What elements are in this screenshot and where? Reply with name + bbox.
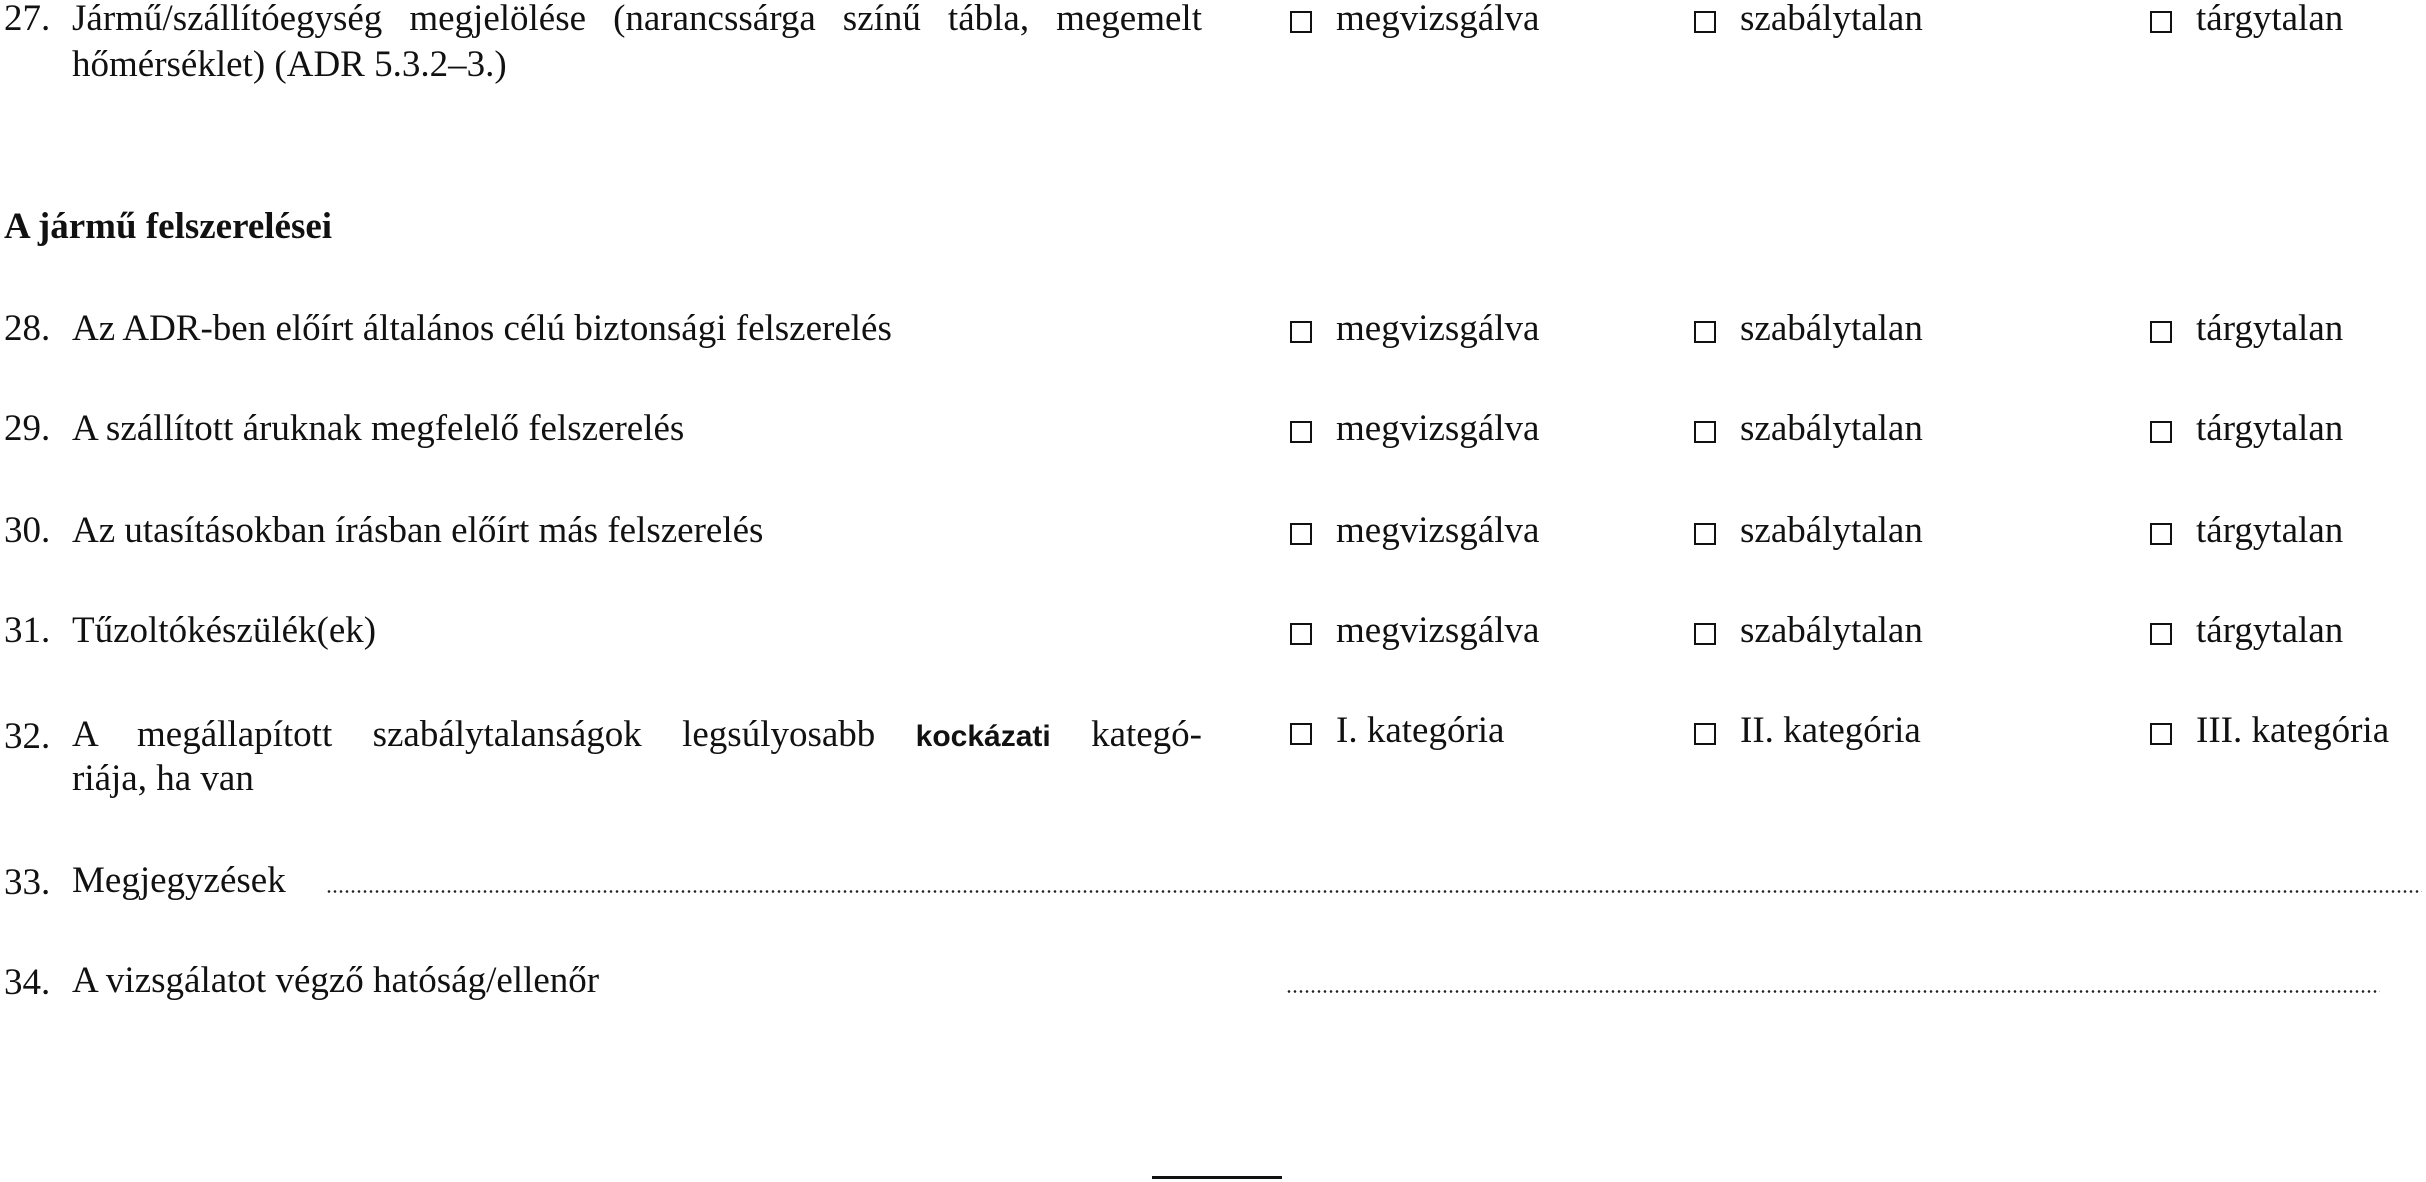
option-label: szabálytalan: [1740, 610, 1923, 651]
checkbox-option-checked[interactable]: [1290, 608, 1539, 653]
checkbox-icon[interactable]: [2150, 623, 2172, 645]
section-heading: A jármű felszerelései: [4, 206, 333, 247]
item-number: 34.: [4, 962, 51, 1003]
checkbox-option-na[interactable]: [2150, 508, 2343, 553]
item-number: 32.: [4, 716, 51, 757]
item-number: 30.: [4, 510, 51, 551]
checkbox-icon[interactable]: [1290, 623, 1312, 645]
checkbox-icon[interactable]: [1290, 723, 1312, 745]
item-text-line2: hőmérséklet) (ADR 5.3.2–3.): [72, 44, 507, 85]
option-label: tárgytalan: [2196, 610, 2344, 651]
checkbox-icon[interactable]: [1694, 623, 1716, 645]
checkbox-icon[interactable]: [1694, 523, 1716, 545]
checkbox-option-checked[interactable]: [1290, 406, 1539, 451]
checkbox-icon[interactable]: [1694, 723, 1716, 745]
item-text-line1: [72, 712, 1202, 759]
checkbox-option-na[interactable]: [2150, 406, 2343, 451]
item-text-part2: kategó-: [1091, 714, 1203, 755]
checkbox-icon[interactable]: [1290, 321, 1312, 343]
option-label: szabálytalan: [1740, 408, 1923, 449]
option-label: szabálytalan: [1740, 510, 1923, 551]
checkbox-icon[interactable]: [1290, 421, 1312, 443]
item-text: A vizsgálatot végző hatóság/ellenőr: [72, 960, 600, 1001]
option-label: tárgytalan: [2196, 0, 2344, 39]
option-label: II. kategória: [1740, 710, 1921, 751]
checkbox-option-na[interactable]: [2150, 306, 2343, 351]
checkbox-option-irregular[interactable]: [1694, 608, 1923, 653]
option-label: I. kategória: [1336, 710, 1505, 751]
checkbox-option-irregular[interactable]: [1694, 406, 1923, 451]
option-label: tárgytalan: [2196, 408, 2344, 449]
item-text-line1: Jármű/szállítóegység megjelölése (narancssárga színű tábla, megemelt: [72, 0, 1202, 39]
checkbox-icon[interactable]: [2150, 523, 2172, 545]
checkbox-option-checked[interactable]: [1290, 508, 1539, 553]
checkbox-option-na[interactable]: [2150, 608, 2343, 653]
option-label: megvizsgálva: [1336, 510, 1540, 551]
option-label: szabálytalan: [1740, 0, 1923, 39]
checkbox-icon[interactable]: [1694, 421, 1716, 443]
option-label: szabálytalan: [1740, 308, 1923, 349]
checkbox-option-category-3[interactable]: [2150, 708, 2389, 753]
item-text-bold: kockázati: [915, 720, 1051, 753]
item-number: 33.: [4, 862, 51, 903]
item-text-part1: A megállapított szabálytalanságok legsúlyosabb: [72, 714, 876, 755]
option-label: megvizsgálva: [1336, 0, 1540, 39]
item-text: Tűzoltókészülék(ek): [72, 610, 377, 651]
checkbox-option-category-1[interactable]: [1290, 708, 1504, 753]
checkbox-icon[interactable]: [2150, 321, 2172, 343]
item-number: 28.: [4, 308, 51, 349]
option-label: megvizsgálva: [1336, 408, 1540, 449]
inspector-dotted-field[interactable]: [1286, 990, 2380, 993]
item-text: A szállított áruknak megfelelő felszerelés: [72, 408, 685, 449]
checkbox-icon[interactable]: [2150, 723, 2172, 745]
checkbox-option-irregular[interactable]: [1694, 306, 1923, 351]
page-divider-rule: [1152, 1176, 1282, 1179]
checkbox-option-irregular[interactable]: [1694, 508, 1923, 553]
option-label: tárgytalan: [2196, 510, 2344, 551]
item-text: Az ADR-ben előírt általános célú biztonsági felszerelés: [72, 308, 892, 349]
item-number: 29.: [4, 408, 51, 449]
checkbox-icon[interactable]: [1290, 11, 1312, 33]
checkbox-icon[interactable]: [1694, 11, 1716, 33]
checkbox-icon[interactable]: [1694, 321, 1716, 343]
checkbox-option-category-2[interactable]: [1694, 708, 1921, 753]
item-text: Az utasításokban írásban előírt más felszerelés: [72, 510, 764, 551]
checkbox-option-irregular[interactable]: [1694, 0, 1923, 41]
item-text-line2: riája, ha van: [72, 758, 254, 799]
remarks-dotted-field[interactable]: [326, 890, 2422, 893]
option-label: megvizsgálva: [1336, 308, 1540, 349]
item-text: Megjegyzések: [72, 860, 286, 901]
item-number: 31.: [4, 610, 51, 651]
checkbox-icon[interactable]: [2150, 11, 2172, 33]
option-label: III. kategória: [2196, 710, 2390, 751]
option-label: megvizsgálva: [1336, 610, 1540, 651]
checkbox-option-checked[interactable]: [1290, 0, 1539, 41]
checkbox-icon[interactable]: [2150, 421, 2172, 443]
item-number: 27.: [4, 0, 51, 39]
checkbox-option-na[interactable]: [2150, 0, 2343, 41]
checkbox-option-checked[interactable]: [1290, 306, 1539, 351]
option-label: tárgytalan: [2196, 308, 2344, 349]
checkbox-icon[interactable]: [1290, 523, 1312, 545]
